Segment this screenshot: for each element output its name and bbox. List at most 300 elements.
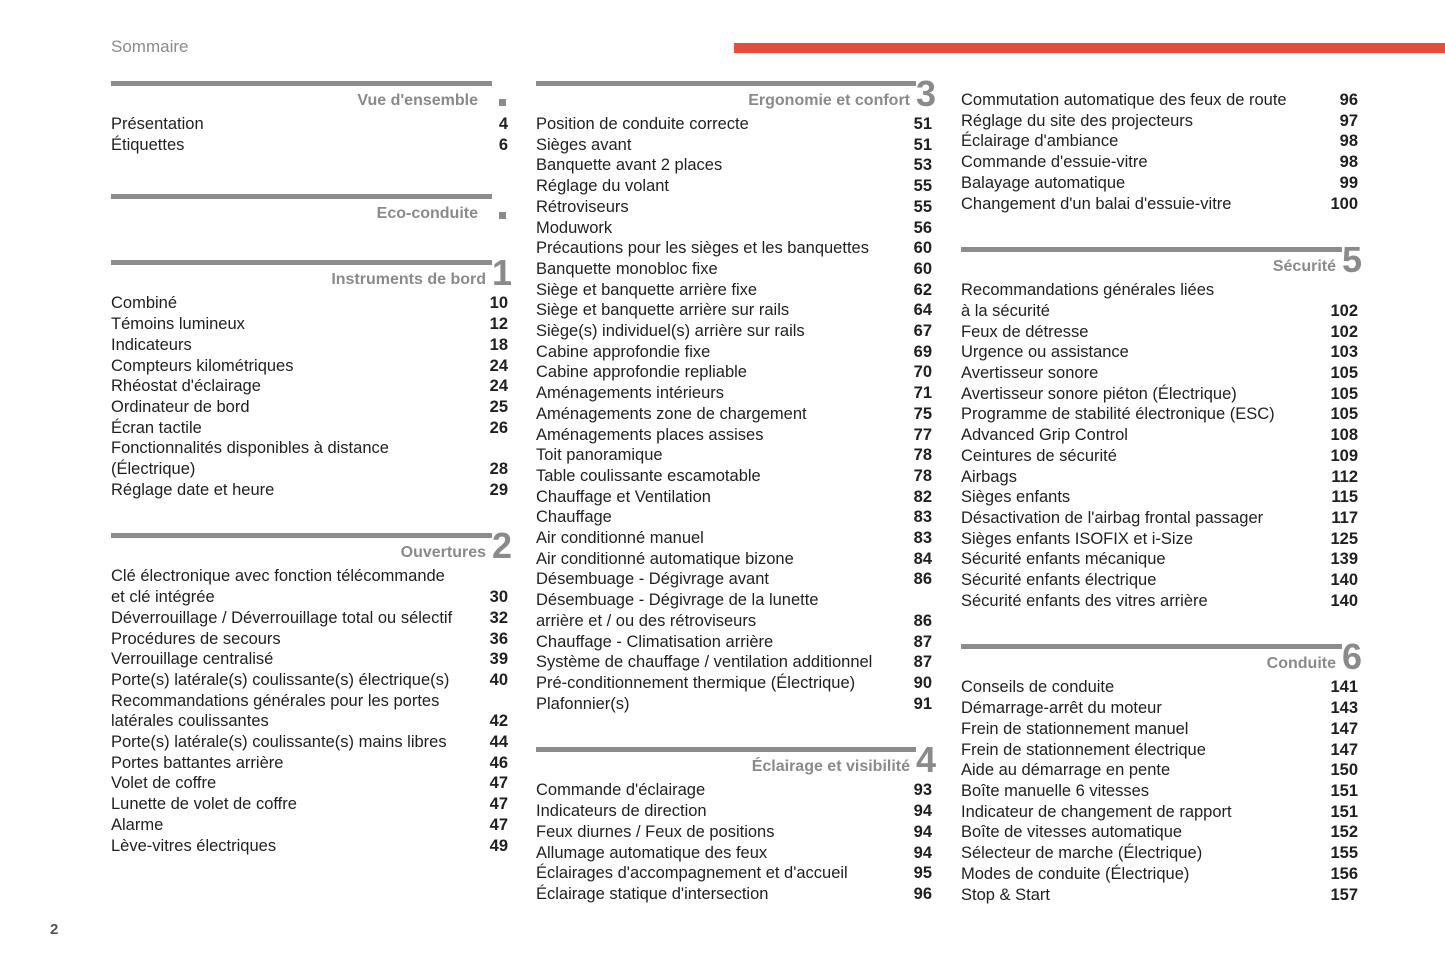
toc-entry-line: Alarme — [111, 815, 164, 834]
toc-entry-label — [111, 480, 474, 501]
toc-entry-line: Fonctionnalités disponibles à distance — [111, 439, 389, 458]
toc-entry-page: 112 — [1331, 467, 1358, 486]
toc-entry[interactable] — [961, 342, 1358, 363]
toc-section — [536, 73, 936, 714]
toc-entry-page: 99 — [1339, 173, 1358, 192]
toc-entry[interactable] — [961, 425, 1358, 446]
toc-entry[interactable] — [536, 884, 932, 905]
toc-entry[interactable] — [961, 740, 1358, 761]
toc-entry[interactable] — [111, 649, 508, 670]
toc-entry[interactable] — [536, 528, 932, 549]
toc-entry-label — [111, 418, 474, 439]
toc-entry-label — [111, 773, 474, 794]
toc-entry-label — [536, 445, 898, 466]
toc-entry-label — [536, 487, 898, 508]
toc-entry[interactable] — [111, 293, 508, 314]
toc-entry-line: Éclairage d'ambiance — [961, 132, 1119, 151]
toc-entry-line: Chauffage et Ventilation — [536, 487, 711, 506]
toc-entry[interactable] — [961, 529, 1358, 550]
toc-entry[interactable] — [111, 732, 508, 753]
toc-entry-label — [961, 425, 1324, 446]
toc-entry-line: Porte(s) latérale(s) coulissante(s) électrique(s) — [111, 670, 450, 689]
toc-entry-line: Sécurité enfants mécanique — [961, 550, 1166, 569]
toc-entry-label — [536, 404, 898, 425]
toc-entry-page: 140 — [1330, 591, 1358, 610]
toc-entry[interactable] — [536, 218, 932, 239]
toc-entry-line: Avertisseur sonore piéton (Électrique) — [961, 384, 1237, 403]
toc-entry[interactable] — [111, 566, 508, 607]
toc-entry[interactable] — [536, 404, 932, 425]
toc-entry-label — [536, 342, 898, 363]
toc-entry[interactable] — [961, 467, 1358, 488]
toc-entry-page: 147 — [1330, 719, 1358, 738]
section-header — [961, 239, 1362, 281]
toc-entry-line: Réglage du volant — [536, 177, 670, 196]
toc-entry-label — [111, 335, 474, 356]
toc-entry-line: Sièges enfants — [961, 488, 1071, 507]
toc-entry-line: Toit panoramique — [536, 446, 663, 465]
toc-entry-page: 87 — [913, 632, 932, 651]
toc-entry-line: Cabine approfondie fixe — [536, 342, 711, 361]
toc-entry-page: 71 — [913, 384, 932, 403]
toc-entry[interactable] — [961, 446, 1358, 467]
toc-entry-label — [111, 753, 474, 774]
section-title[interactable]: Sécurité — [1272, 258, 1336, 276]
toc-entry[interactable] — [961, 864, 1358, 885]
toc-entry-label — [536, 114, 898, 135]
toc-entry-page: 32 — [489, 608, 508, 627]
toc-column-3 — [961, 81, 1362, 905]
toc-entry-line: Changement d'un balai d'essuie-vitre — [961, 194, 1232, 213]
toc-entry-label — [536, 843, 898, 864]
toc-entry-label — [961, 111, 1324, 132]
toc-entry[interactable] — [111, 438, 508, 479]
toc-entry-page: 51 — [913, 135, 932, 154]
section-number: 5 — [1341, 239, 1362, 281]
toc-entry-line: Aménagements intérieurs — [536, 384, 725, 403]
section-title[interactable]: Instruments de bord — [331, 271, 486, 289]
toc-entry-page: 151 — [1330, 802, 1358, 821]
toc-entry[interactable] — [961, 508, 1358, 529]
section-number: 4 — [915, 739, 936, 781]
toc-entry-line: Boîte manuelle 6 vitesses — [961, 781, 1150, 800]
toc-entry[interactable] — [536, 280, 932, 301]
toc-entry-line: Frein de stationnement manuel — [961, 719, 1189, 738]
toc-entry-line: Commande d'essuie-vitre — [961, 153, 1148, 172]
toc-entry[interactable] — [111, 753, 508, 774]
toc-entry-line: Verrouillage centralisé — [111, 650, 274, 669]
toc-entry-page: 60 — [913, 259, 932, 278]
section-number: 1 — [491, 252, 512, 294]
toc-entry[interactable] — [961, 822, 1358, 843]
toc-entry-line: Banquette avant 2 places — [536, 156, 723, 175]
section-header — [536, 739, 936, 781]
toc-entry[interactable] — [961, 591, 1358, 612]
section-title[interactable]: Éclairage et visibilité — [751, 758, 910, 776]
toc-entry-page: 98 — [1339, 132, 1358, 151]
toc-entry-label — [961, 719, 1324, 740]
toc-entry-label — [536, 569, 898, 590]
accent-bar — [734, 43, 1445, 53]
toc-entry[interactable] — [111, 691, 508, 732]
toc-entry-line: Indicateurs de direction — [536, 802, 707, 821]
section-square-icon — [499, 99, 506, 106]
toc-entry[interactable] — [111, 608, 508, 629]
toc-entry-line: Air conditionné manuel — [536, 529, 704, 548]
toc-entry-line: Position de conduite correcte — [536, 115, 749, 133]
toc-entry-line: Lunette de volet de coffre — [111, 795, 297, 814]
toc-entry[interactable] — [536, 590, 932, 631]
toc-entry-label — [961, 446, 1324, 467]
toc-entry[interactable] — [536, 822, 932, 843]
section-title[interactable]: Vue d'ensemble — [357, 92, 478, 109]
toc-entry-page: 125 — [1330, 529, 1358, 548]
toc-entry-line: Compteurs kilométriques — [111, 356, 294, 375]
toc-entry-page: 44 — [489, 733, 508, 752]
toc-entry[interactable] — [111, 335, 508, 356]
toc-entry-line: Système de chauffage / ventilation additionnel — [536, 653, 873, 672]
toc-section — [536, 739, 936, 904]
toc-entry-label — [961, 549, 1324, 570]
toc-entry[interactable] — [961, 549, 1358, 570]
toc-entry-page: 147 — [1330, 740, 1358, 759]
toc-entry-page: 83 — [913, 529, 932, 548]
toc-entry-label — [536, 218, 898, 239]
toc-entry[interactable] — [536, 238, 932, 259]
toc-entry-page: 10 — [489, 294, 508, 313]
toc-entry[interactable] — [111, 397, 508, 418]
toc-entry[interactable] — [536, 843, 932, 864]
toc-entry[interactable] — [536, 863, 932, 884]
toc-entry-page: 25 — [489, 397, 508, 416]
toc-entry-page: 12 — [489, 315, 508, 334]
toc-entry-page: 97 — [1339, 111, 1358, 130]
toc-entry-line: arrière et / ou des rétroviseurs — [536, 611, 757, 630]
toc-entry-label — [536, 801, 898, 822]
toc-entry-label — [111, 397, 474, 418]
toc-entry-line: Procédures de secours — [111, 629, 281, 648]
toc-entry-page: 26 — [489, 418, 508, 437]
toc-entry-page: 103 — [1330, 343, 1358, 362]
toc-entry-label — [111, 566, 474, 607]
toc-entry-label — [536, 280, 898, 301]
toc-entry[interactable] — [536, 632, 932, 653]
toc-entry-line: Urgence ou assistance — [961, 343, 1129, 362]
toc-entry[interactable] — [536, 694, 932, 715]
toc-entry-label — [961, 591, 1324, 612]
toc-entry-line: Démarrage-arrêt du moteur — [961, 699, 1162, 718]
continuation-spacer — [961, 81, 1358, 90]
page-title: Sommaire — [111, 37, 189, 56]
toc-entry-page: 78 — [913, 446, 932, 465]
toc-entry[interactable] — [961, 131, 1358, 152]
toc-entry-label — [111, 314, 474, 335]
toc-entry-page: 40 — [489, 670, 508, 689]
toc-entry-page: 86 — [913, 570, 932, 589]
toc-entry-line: Portes battantes arrière — [111, 753, 284, 772]
toc-entry-page: 100 — [1330, 194, 1358, 213]
toc-entry-page: 83 — [913, 508, 932, 527]
toc-entry[interactable] — [536, 321, 932, 342]
toc-entry-label — [961, 885, 1324, 906]
toc-entry-label — [536, 507, 898, 528]
toc-entry[interactable] — [961, 111, 1358, 132]
section-title[interactable]: Ouvertures — [400, 544, 486, 562]
toc-entry[interactable] — [111, 314, 508, 335]
toc-entry[interactable] — [111, 629, 508, 650]
toc-entry[interactable] — [536, 176, 932, 197]
toc-entry[interactable] — [961, 90, 1358, 111]
toc-entry-page: 156 — [1330, 864, 1358, 883]
toc-entry[interactable] — [961, 719, 1358, 740]
toc-entry[interactable] — [536, 673, 932, 694]
section-number: 2 — [491, 525, 512, 567]
toc-entry-page: 96 — [1339, 91, 1358, 109]
toc-entry-label — [961, 508, 1324, 529]
toc-entry-label — [111, 691, 474, 732]
toc-entry[interactable] — [111, 135, 508, 156]
toc-entry[interactable] — [111, 836, 508, 857]
toc-entry[interactable] — [961, 843, 1358, 864]
toc-entry-line: Recommandations générales pour les portes — [111, 691, 440, 710]
toc-entry-label — [536, 197, 898, 218]
toc-entry-page: 93 — [913, 781, 932, 800]
toc-column-2 — [536, 73, 936, 905]
toc-entry[interactable] — [961, 487, 1358, 508]
toc-entry[interactable] — [111, 815, 508, 836]
toc-entry-label — [111, 135, 474, 156]
toc-entry-line: Modes de conduite (Électrique) — [961, 864, 1190, 883]
toc-entry-label — [961, 843, 1324, 864]
toc-entry-line: Éclairages d'accompagnement et d'accueil — [536, 864, 848, 883]
toc-entry-line: Aide au démarrage en pente — [961, 761, 1171, 780]
toc-entry-line: Étiquettes — [111, 135, 185, 154]
toc-entry-line: Programme de stabilité électronique (ESC) — [961, 405, 1275, 424]
toc-section — [111, 81, 508, 155]
toc-entry-page: 47 — [489, 815, 508, 834]
toc-entry-line: Porte(s) latérale(s) coulissante(s) mains libres — [111, 733, 447, 752]
toc-entry-page: 56 — [913, 218, 932, 237]
toc-entry[interactable] — [536, 569, 932, 590]
toc-entry-label — [536, 259, 898, 280]
toc-section — [961, 81, 1358, 214]
toc-entry[interactable] — [536, 300, 932, 321]
toc-entry-page: 109 — [1330, 446, 1358, 465]
toc-entry[interactable] — [536, 652, 932, 673]
toc-entry-line: et clé intégrée — [111, 588, 215, 607]
section-title[interactable]: Ergonomie et confort — [748, 92, 910, 109]
toc-entry-page: 108 — [1330, 426, 1358, 445]
toc-entry-label — [961, 173, 1324, 194]
toc-entry-label — [536, 155, 898, 176]
toc-entry-label — [111, 649, 474, 670]
toc-entry[interactable] — [111, 114, 508, 135]
toc-entry[interactable] — [961, 322, 1358, 343]
toc-entry-label — [536, 362, 898, 383]
toc-entry-page: 87 — [913, 653, 932, 672]
toc-entry[interactable] — [536, 135, 932, 156]
toc-entry-page: 36 — [489, 629, 508, 648]
section-number: 3 — [915, 73, 936, 114]
toc-entry-label — [961, 152, 1324, 173]
toc-entry[interactable] — [961, 781, 1358, 802]
toc-entry-page: 102 — [1330, 322, 1358, 341]
toc-entry[interactable] — [536, 445, 932, 466]
toc-entry-label — [536, 632, 898, 653]
toc-entry-label — [536, 863, 898, 884]
toc-entry[interactable] — [536, 259, 932, 280]
toc-entry-label — [961, 677, 1324, 698]
toc-entry-line: Réglage date et heure — [111, 480, 275, 499]
toc-entry[interactable] — [961, 802, 1358, 823]
toc-entry-line: Recommandations générales liées — [961, 281, 1215, 300]
toc-entry[interactable] — [961, 173, 1358, 194]
toc-entry-page: 82 — [913, 487, 932, 506]
toc-entry-line: Réglage du site des projecteurs — [961, 111, 1194, 130]
toc-entry-line: Airbags — [961, 467, 1017, 486]
toc-entry-page: 60 — [913, 239, 932, 258]
toc-entry[interactable] — [536, 383, 932, 404]
section-header — [536, 73, 936, 114]
toc-entry[interactable] — [961, 677, 1358, 698]
toc-entry[interactable] — [536, 801, 932, 822]
toc-entry[interactable] — [536, 549, 932, 570]
toc-entry[interactable] — [111, 418, 508, 439]
toc-entry-line: Balayage automatique — [961, 173, 1126, 192]
toc-entry-label — [111, 608, 474, 629]
toc-entry[interactable] — [536, 342, 932, 363]
toc-entry[interactable] — [111, 670, 508, 691]
toc-entry-page: 140 — [1330, 571, 1358, 590]
toc-entry-page: 49 — [489, 836, 508, 855]
toc-entry-line: Clé électronique avec fonction télécommande — [111, 567, 445, 586]
toc-section — [961, 636, 1362, 905]
toc-entry-line: Sélecteur de marche (Électrique) — [961, 844, 1203, 863]
toc-entry[interactable] — [536, 114, 932, 135]
toc-entry-line: Désactivation de l'airbag frontal passager — [961, 508, 1264, 527]
toc-entry-label — [536, 176, 898, 197]
toc-entry-label — [111, 629, 474, 650]
toc-entry-label — [111, 836, 474, 857]
toc-entry-page: 90 — [913, 673, 932, 692]
toc-entry-label — [961, 822, 1324, 843]
toc-entry-line: Désembuage - Dégivrage avant — [536, 570, 769, 589]
toc-entry[interactable] — [536, 155, 932, 176]
toc-entry-label — [961, 404, 1324, 425]
section-square-icon — [499, 212, 506, 219]
toc-entry[interactable] — [961, 570, 1358, 591]
toc-entry-line: Stop & Start — [961, 885, 1050, 904]
toc-entry-line: Pré-conditionnement thermique (Électrique) — [536, 673, 856, 692]
toc-entry-page: 28 — [489, 460, 508, 479]
toc-entry-page: 24 — [489, 377, 508, 396]
toc-entry[interactable] — [536, 466, 932, 487]
toc-entry-page: 94 — [913, 802, 932, 821]
toc-entry[interactable] — [111, 376, 508, 397]
toc-entry-line: Feux diurnes / Feux de positions — [536, 822, 775, 841]
toc-entry[interactable] — [111, 480, 508, 501]
toc-entry-label — [536, 590, 898, 631]
toc-entry[interactable] — [536, 780, 932, 801]
toc-entry[interactable] — [536, 425, 932, 446]
toc-entry-page: 75 — [913, 404, 932, 423]
toc-entry-label — [961, 322, 1324, 343]
section-title[interactable]: Conduite — [1266, 655, 1336, 673]
toc-entry-page: 70 — [913, 363, 932, 382]
toc-entry-label — [111, 670, 474, 691]
toc-entry[interactable] — [961, 152, 1358, 173]
toc-entry-line: Précautions pour les sièges et les banquettes — [536, 239, 869, 258]
toc-entry[interactable] — [536, 197, 932, 218]
toc-entry-label — [111, 732, 474, 753]
toc-entry-page: 96 — [913, 884, 932, 903]
toc-entry-line: Éclairage statique d'intersection — [536, 884, 769, 903]
toc-entry[interactable] — [961, 363, 1358, 384]
toc-entry-label — [536, 466, 898, 487]
toc-entry-page: 47 — [489, 795, 508, 814]
toc-entry-page: 53 — [913, 156, 932, 175]
toc-entry-label — [961, 131, 1324, 152]
toc-entry-line: Témoins lumineux — [111, 315, 245, 334]
toc-entry-label — [961, 363, 1324, 384]
toc-entry[interactable] — [536, 487, 932, 508]
toc-entry-page: 143 — [1330, 699, 1358, 718]
toc-entry[interactable] — [961, 280, 1358, 321]
section-header — [111, 194, 492, 227]
toc-entry-label — [536, 822, 898, 843]
section-title[interactable]: Eco-conduite — [376, 205, 478, 223]
toc-entry[interactable] — [111, 794, 508, 815]
toc-entry[interactable] — [961, 384, 1358, 405]
page-number: 2 — [50, 921, 59, 938]
toc-entry[interactable] — [961, 404, 1358, 425]
toc-entry-line: Advanced Grip Control — [961, 426, 1128, 445]
toc-entry-line: Frein de stationnement électrique — [961, 740, 1206, 759]
toc-entry-page: 91 — [913, 694, 932, 713]
toc-entry-label — [961, 487, 1324, 508]
toc-entry[interactable] — [536, 362, 932, 383]
toc-entry[interactable] — [961, 194, 1358, 215]
toc-entry-line: Volet de coffre — [111, 774, 217, 793]
toc-entry-page: 64 — [913, 301, 932, 320]
toc-entry-page: 152 — [1330, 823, 1358, 842]
toc-entry[interactable] — [111, 356, 508, 377]
toc-entry-line: Présentation — [111, 115, 204, 133]
toc-entry[interactable] — [961, 885, 1358, 906]
toc-entry-line: Sièges avant — [536, 135, 632, 154]
toc-entry-label — [961, 90, 1324, 111]
toc-entry-label — [536, 673, 898, 694]
toc-entry-line: Boîte de vitesses automatique — [961, 823, 1183, 842]
toc-entry-line: Siège et banquette arrière sur rails — [536, 301, 790, 320]
toc-entry[interactable] — [111, 773, 508, 794]
toc-entry-line: Sécurité enfants électrique — [961, 571, 1157, 590]
toc-entry-line: Banquette monobloc fixe — [536, 259, 718, 278]
toc-entry-line: Chauffage - Climatisation arrière — [536, 632, 774, 651]
section-header — [961, 636, 1362, 678]
toc-entry-page: 18 — [489, 335, 508, 354]
toc-entry-label — [961, 194, 1324, 215]
toc-entry-page: 150 — [1330, 761, 1358, 780]
toc-entry-line: Ceintures de sécurité — [961, 446, 1117, 465]
toc-entry-line: Aménagements zone de chargement — [536, 404, 807, 423]
toc-entry[interactable] — [961, 760, 1358, 781]
toc-entry[interactable] — [961, 698, 1358, 719]
toc-entry[interactable] — [536, 507, 932, 528]
toc-entry-line: à la sécurité — [961, 301, 1050, 320]
toc-entry-page: 95 — [913, 864, 932, 883]
toc-entry-line: Cabine approfondie repliable — [536, 363, 747, 382]
